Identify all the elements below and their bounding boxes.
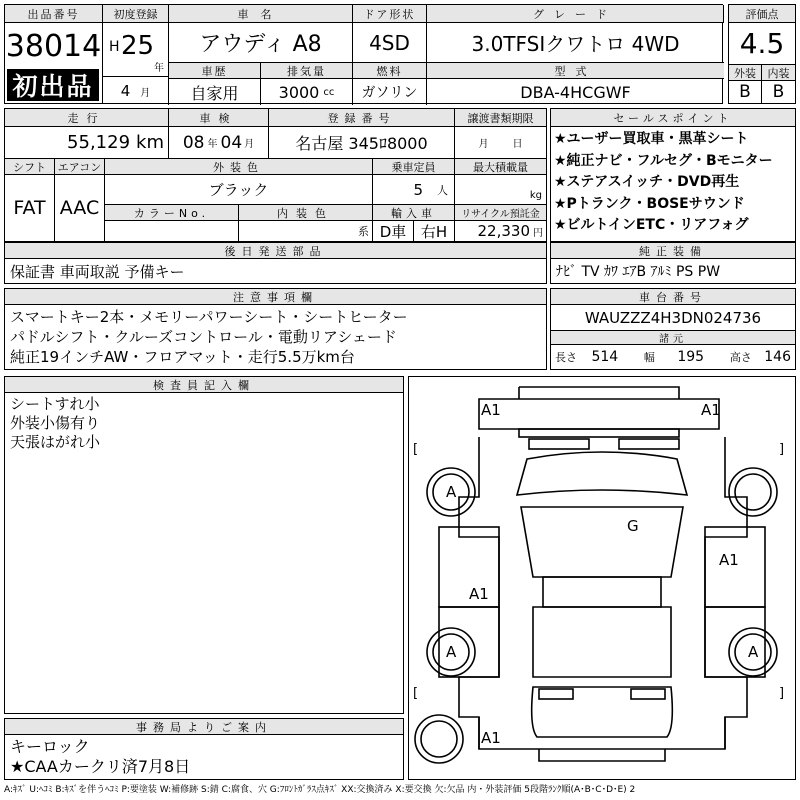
interior-color-cell [239,221,373,241]
displacement-label: 排気量 [261,63,353,79]
inspection-cell [169,127,269,159]
door-label: ドア形状 [353,5,427,23]
interior-grade: B [772,82,785,102]
width: 195 [677,349,705,365]
inspector-label: 検査員記入欄 [5,377,403,393]
notes-line: スマートキー2本・メモリーパワーシート・シートヒーター [10,308,408,326]
grade-label: グレード [427,5,724,23]
chassis-label: 車台番号 [551,289,795,305]
door: 4SD [353,23,427,63]
lot-label: 出品番号 [5,5,103,23]
transfer-docs-label: 譲渡書類期限 [455,109,546,127]
damage-diagram-block [408,376,796,780]
recycle-unit: 円 [533,227,543,239]
mark-right-rear-door: A1 [719,551,739,569]
inspection-year-unit: 年 [207,139,218,150]
interior-color-label: 内装色 [239,205,373,221]
first-reg-year-cell [103,23,169,77]
mark-rear-left-wheel: A [446,643,457,661]
bracket-right: ] [779,686,785,701]
genuine-equipment-block [550,242,796,284]
sales-point-item: ★Pトランク・BOSEサウンド [554,195,745,212]
model-code-label: 型式 [427,63,724,79]
height-label: 高さ [729,351,752,364]
later-parts-label: 後日発送部品 [5,243,546,259]
import-value: D車 [373,221,414,241]
notes-list [10,307,408,367]
first-reg-month-cell [103,77,169,105]
car-name: アウディ A8 [169,23,353,63]
capacity-label: 乗車定員 [373,159,455,175]
dims-label: 諸元 [551,331,795,345]
inspection-year: 08 [182,132,205,153]
mark-front-right-bumper: A1 [701,401,721,419]
recycle-label: リサイクル預託金 [455,205,546,221]
steering: 右H [414,221,455,241]
registration: 名古屋 345ﾛ8000 [269,127,455,159]
transfer-day-unit: 日 [512,139,523,150]
mark-front-left-wheel: A [446,483,457,501]
sales-point-item: ★ビルトインETC・リアフォグ [554,217,749,233]
recycle-cell [455,221,546,241]
dims-row [551,345,795,369]
import-label: 輸入車 [373,205,455,221]
max-load-label: 最大積載量 [455,159,546,175]
inspector-line: シートすれ小 [10,395,100,413]
fuel-label: 燃料 [353,63,427,79]
first-reg-label: 初度登録 [103,5,169,23]
color-no-value [105,221,239,241]
inspector-line: 天張はがれ小 [10,433,101,451]
displacement-unit: cc [323,86,335,98]
mileage-cell [5,127,169,159]
displacement: 3000 [278,82,320,102]
shift: FAT [5,175,55,241]
inspector-line: 外装小傷有り [10,414,101,432]
mileage-unit: km [136,132,164,153]
interior-grade-label: 内装 [762,65,795,81]
width-label: 幅 [643,351,655,364]
year-unit: 年 [154,63,164,74]
legend: A:ｷｽﾞ U:ﾍｺﾐ B:ｷｽﾞを伴うﾍｺﾐ P:要塗装 W:補修跡 S:錆 C:腐食、穴 G:ﾌﾛﾝﾄｶﾞﾗｽ点ｷｽﾞ XX:交換済み X:要交換 欠:欠品 内・外装評価 5段階ﾗﾝｸ順(A･B･C･D･E) 2 [4,785,636,795]
office-list [10,737,190,777]
length-label: 長さ [555,351,577,364]
height: 146 [764,349,791,365]
inspection-month-unit: 月 [244,139,255,150]
recycle-fee: 22,330 [477,222,530,240]
score-label: 評価点 [729,5,795,23]
first-reg-year: 25 [121,31,155,61]
score: 4.5 [729,23,795,65]
length: 514 [591,349,619,365]
later-parts-value: 保証書 車両取説 予備キー [10,262,185,281]
sales-points-list [554,129,773,237]
era: H [109,39,120,55]
genuine-equipment-label: 純正装備 [551,243,795,259]
exterior-grade-label: 外装 [729,65,762,81]
exterior-color: ブラック [105,175,373,205]
chassis-number: WAUZZZ4H3DN024736 [551,305,795,331]
office-block [4,718,404,780]
registration-label: 登録番号 [269,109,455,127]
office-label: 事務局よりご案内 [5,719,403,735]
notes-label: 注意事項欄 [5,289,546,305]
car-diagram [409,377,795,779]
office-line: ★CAAカークリ済7月8日 [10,757,191,776]
interior-color-suffix: 系 [358,225,369,238]
inspector-block [4,376,404,714]
sales-points-block [550,108,796,242]
mark-spare: A1 [481,729,501,747]
genuine-equipment-value: ﾅﾋﾞ TV ｶﾜ ｴｱB ｱﾙﾐ PS PW [556,264,721,280]
fuel: ガソリン [353,79,427,105]
specs-block [4,108,547,242]
inspector-list [10,395,100,452]
exterior-grade: B [729,81,762,103]
model-code: DBA-4HCGWF [520,82,631,102]
mark-roof: G [627,517,639,535]
displacement-cell [261,79,353,105]
later-parts-block [4,242,547,284]
mark-left-rear-door: A1 [469,585,489,603]
exterior-color-label: 外装色 [105,159,373,175]
inspection-label: 車検 [169,109,269,127]
transfer-docs-cell [455,127,546,159]
aircon: AAC [55,175,105,241]
sales-point-item: ★ステアスイッチ・DVD再生 [554,174,740,190]
aircon-label: エアコン [55,159,105,175]
capacity: 5 [413,180,423,199]
sales-point-item: ★純正ナビ・フルセグ・Bモニター [554,152,773,169]
mileage: 55,129 [67,132,131,153]
max-load-unit: kg [529,190,542,201]
sales-points-label: セールスポイント [551,109,795,127]
month-unit: 月 [140,87,151,99]
first-reg-month: 4 [120,82,131,100]
history: 自家用 [169,79,261,105]
grade: 3.0TFSIクワトロ 4WD [427,23,724,63]
shift-label: シフト [5,159,55,175]
notes-line: 純正19インチAW・フロアマット・走行5.5万km台 [10,348,355,366]
inspection-month: 04 [220,132,243,153]
lot-number: 38014 [5,28,102,64]
history-label: 車歴 [169,63,261,79]
office-line: キーロック [10,737,90,756]
bracket-right: ] [779,442,785,457]
transfer-month-unit: 月 [478,139,489,150]
sales-point-item: ★ユーザー買取車・黒革シート [554,131,749,147]
notes-block [4,288,547,370]
score-block [728,4,796,104]
bracket-left: [ [413,686,419,701]
car-name-label: 車名 [169,5,353,23]
capacity-unit: 人 [437,183,448,197]
mileage-label: 走行 [5,109,169,127]
header-block [4,4,723,104]
notes-line: パドルシフト・クルーズコントロール・電動リアシェード [10,328,397,346]
color-no-label: カラーNo. [105,205,239,221]
first-listing-badge: 初出品 [7,69,99,101]
bracket-left: [ [413,442,419,457]
lot-number-cell [5,23,103,69]
max-load-cell [455,175,546,205]
mark-rear-right-wheel: A [748,643,759,661]
mark-front-left-bumper: A1 [481,401,501,419]
chassis-block [550,288,796,370]
capacity-cell [373,175,455,205]
